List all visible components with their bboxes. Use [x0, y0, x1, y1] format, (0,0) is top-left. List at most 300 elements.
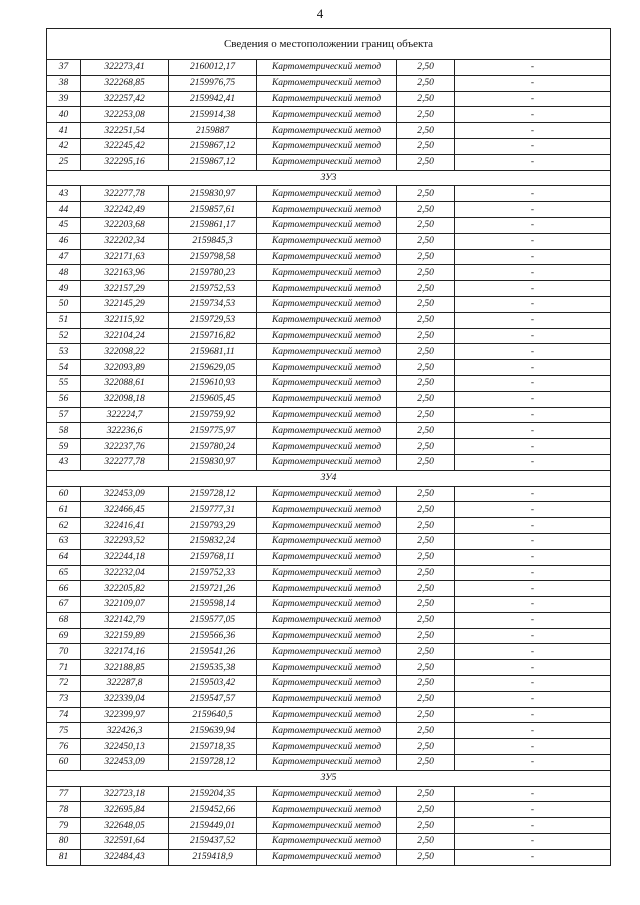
- point-number-cell: 49: [47, 281, 81, 297]
- table-row: [47, 391, 611, 407]
- description-cell: -: [455, 486, 611, 502]
- method-cell: Картометрический метод: [257, 628, 397, 644]
- point-number-cell: 42: [47, 138, 81, 154]
- description-cell: -: [455, 91, 611, 107]
- method-cell: Картометрический метод: [257, 265, 397, 281]
- table-row: [47, 739, 611, 755]
- point-number-cell: 53: [47, 344, 81, 360]
- table-row: [47, 265, 611, 281]
- accuracy-cell: 2,50: [397, 186, 455, 202]
- table-row: [47, 691, 611, 707]
- y-coordinate-cell: 2159914,38: [169, 107, 257, 123]
- table-row: [47, 454, 611, 470]
- x-coordinate-cell: 322273,41: [81, 60, 169, 76]
- method-cell: Картометрический метод: [257, 233, 397, 249]
- point-number-cell: 70: [47, 644, 81, 660]
- y-coordinate-cell: 2159768,11: [169, 549, 257, 565]
- table-row: [47, 217, 611, 233]
- y-coordinate-cell: 2159535,38: [169, 660, 257, 676]
- point-number-cell: 79: [47, 818, 81, 834]
- x-coordinate-cell: 322174,16: [81, 644, 169, 660]
- method-cell: Картометрический метод: [257, 644, 397, 660]
- y-coordinate-cell: 2160012,17: [169, 60, 257, 76]
- x-coordinate-cell: 322237,76: [81, 439, 169, 455]
- method-cell: Картометрический метод: [257, 660, 397, 676]
- x-coordinate-cell: 322268,85: [81, 75, 169, 91]
- method-cell: Картометрический метод: [257, 391, 397, 407]
- accuracy-cell: 2,50: [397, 281, 455, 297]
- y-coordinate-cell: 2159681,11: [169, 344, 257, 360]
- x-coordinate-cell: 322205,82: [81, 581, 169, 597]
- x-coordinate-cell: 322453,09: [81, 486, 169, 502]
- method-cell: Картометрический метод: [257, 802, 397, 818]
- x-coordinate-cell: 322251,54: [81, 123, 169, 139]
- table-row: [47, 802, 611, 818]
- point-number-cell: 45: [47, 217, 81, 233]
- point-number-cell: 37: [47, 60, 81, 76]
- method-cell: Картометрический метод: [257, 454, 397, 470]
- accuracy-cell: 2,50: [397, 565, 455, 581]
- section-label: ЗУ5: [47, 770, 611, 786]
- y-coordinate-cell: 2159793,29: [169, 518, 257, 534]
- description-cell: -: [455, 676, 611, 692]
- x-coordinate-cell: 322232,04: [81, 565, 169, 581]
- accuracy-cell: 2,50: [397, 91, 455, 107]
- accuracy-cell: 2,50: [397, 660, 455, 676]
- accuracy-cell: 2,50: [397, 75, 455, 91]
- x-coordinate-cell: 322163,96: [81, 265, 169, 281]
- x-coordinate-cell: 322466,45: [81, 502, 169, 518]
- point-number-cell: 57: [47, 407, 81, 423]
- description-cell: -: [455, 186, 611, 202]
- description-cell: -: [455, 518, 611, 534]
- table-row: [47, 344, 611, 360]
- table-row: [47, 312, 611, 328]
- point-number-cell: 60: [47, 755, 81, 771]
- table-row: [47, 60, 611, 76]
- point-number-cell: 46: [47, 233, 81, 249]
- method-cell: Картометрический метод: [257, 423, 397, 439]
- point-number-cell: 48: [47, 265, 81, 281]
- description-cell: -: [455, 533, 611, 549]
- coordinates-sheet: [46, 28, 610, 866]
- table-row: [47, 597, 611, 613]
- accuracy-cell: 2,50: [397, 454, 455, 470]
- table-row: [47, 107, 611, 123]
- x-coordinate-cell: 322244,18: [81, 549, 169, 565]
- description-cell: -: [455, 107, 611, 123]
- y-coordinate-cell: 2159452,66: [169, 802, 257, 818]
- accuracy-cell: 2,50: [397, 217, 455, 233]
- description-cell: -: [455, 612, 611, 628]
- description-cell: -: [455, 786, 611, 802]
- y-coordinate-cell: 2159718,35: [169, 739, 257, 755]
- page-number: 4: [316, 6, 324, 21]
- accuracy-cell: 2,50: [397, 849, 455, 865]
- table-row: [47, 360, 611, 376]
- description-cell: -: [455, 233, 611, 249]
- accuracy-cell: 2,50: [397, 202, 455, 218]
- accuracy-cell: 2,50: [397, 612, 455, 628]
- point-number-cell: 40: [47, 107, 81, 123]
- description-cell: -: [455, 549, 611, 565]
- accuracy-cell: 2,50: [397, 360, 455, 376]
- description-cell: -: [455, 375, 611, 391]
- y-coordinate-cell: 2159942,41: [169, 91, 257, 107]
- description-cell: -: [455, 296, 611, 312]
- method-cell: Картометрический метод: [257, 107, 397, 123]
- method-cell: Картометрический метод: [257, 202, 397, 218]
- table-row: [47, 849, 611, 865]
- point-number-cell: 69: [47, 628, 81, 644]
- method-cell: Картометрический метод: [257, 834, 397, 850]
- x-coordinate-cell: 322202,34: [81, 233, 169, 249]
- method-cell: Картометрический метод: [257, 375, 397, 391]
- description-cell: -: [455, 628, 611, 644]
- method-cell: Картометрический метод: [257, 407, 397, 423]
- y-coordinate-cell: 2159759,92: [169, 407, 257, 423]
- accuracy-cell: 2,50: [397, 249, 455, 265]
- description-cell: -: [455, 439, 611, 455]
- table-title-row: [47, 29, 611, 60]
- table-row: [47, 644, 611, 660]
- accuracy-cell: 2,50: [397, 549, 455, 565]
- table-row: [47, 328, 611, 344]
- boundary-coordinates-table: [46, 28, 611, 866]
- description-cell: -: [455, 565, 611, 581]
- table-row: [47, 581, 611, 597]
- table-row: [47, 660, 611, 676]
- point-number-cell: 73: [47, 691, 81, 707]
- table-row: [47, 138, 611, 154]
- x-coordinate-cell: 322157,29: [81, 281, 169, 297]
- description-cell: -: [455, 834, 611, 850]
- description-cell: -: [455, 739, 611, 755]
- method-cell: Картометрический метод: [257, 281, 397, 297]
- table-row: [47, 281, 611, 297]
- accuracy-cell: 2,50: [397, 328, 455, 344]
- x-coordinate-cell: 322399,97: [81, 707, 169, 723]
- point-number-cell: 60: [47, 486, 81, 502]
- method-cell: Картометрический метод: [257, 533, 397, 549]
- accuracy-cell: 2,50: [397, 644, 455, 660]
- description-cell: -: [455, 755, 611, 771]
- y-coordinate-cell: 2159857,61: [169, 202, 257, 218]
- table-row: [47, 533, 611, 549]
- point-number-cell: 61: [47, 502, 81, 518]
- method-cell: Картометрический метод: [257, 344, 397, 360]
- accuracy-cell: 2,50: [397, 407, 455, 423]
- accuracy-cell: 2,50: [397, 755, 455, 771]
- method-cell: Картометрический метод: [257, 723, 397, 739]
- table-row: [47, 407, 611, 423]
- accuracy-cell: 2,50: [397, 154, 455, 170]
- y-coordinate-cell: 2159729,53: [169, 312, 257, 328]
- accuracy-cell: 2,50: [397, 723, 455, 739]
- point-number-cell: 39: [47, 91, 81, 107]
- y-coordinate-cell: 2159832,24: [169, 533, 257, 549]
- y-coordinate-cell: 2159887: [169, 123, 257, 139]
- table-row: [47, 834, 611, 850]
- description-cell: -: [455, 423, 611, 439]
- accuracy-cell: 2,50: [397, 707, 455, 723]
- table-row: [47, 123, 611, 139]
- accuracy-cell: 2,50: [397, 138, 455, 154]
- point-number-cell: 52: [47, 328, 81, 344]
- table-row: [47, 565, 611, 581]
- description-cell: -: [455, 202, 611, 218]
- x-coordinate-cell: 322295,16: [81, 154, 169, 170]
- method-cell: Картометрический метод: [257, 581, 397, 597]
- y-coordinate-cell: 2159728,12: [169, 486, 257, 502]
- point-number-cell: 80: [47, 834, 81, 850]
- point-number-cell: 77: [47, 786, 81, 802]
- method-cell: Картометрический метод: [257, 849, 397, 865]
- description-cell: -: [455, 597, 611, 613]
- x-coordinate-cell: 322416,41: [81, 518, 169, 534]
- description-cell: -: [455, 360, 611, 376]
- accuracy-cell: 2,50: [397, 312, 455, 328]
- point-number-cell: 65: [47, 565, 81, 581]
- point-number-cell: 67: [47, 597, 81, 613]
- point-number-cell: 81: [47, 849, 81, 865]
- x-coordinate-cell: 322093,89: [81, 360, 169, 376]
- y-coordinate-cell: 2159547,57: [169, 691, 257, 707]
- table-row: [47, 818, 611, 834]
- y-coordinate-cell: 2159503,42: [169, 676, 257, 692]
- x-coordinate-cell: 322098,22: [81, 344, 169, 360]
- y-coordinate-cell: 2159867,12: [169, 138, 257, 154]
- point-number-cell: 50: [47, 296, 81, 312]
- x-coordinate-cell: 322257,42: [81, 91, 169, 107]
- point-number-cell: 76: [47, 739, 81, 755]
- description-cell: -: [455, 660, 611, 676]
- y-coordinate-cell: 2159775,97: [169, 423, 257, 439]
- method-cell: Картометрический метод: [257, 328, 397, 344]
- accuracy-cell: 2,50: [397, 486, 455, 502]
- description-cell: -: [455, 691, 611, 707]
- description-cell: -: [455, 644, 611, 660]
- x-coordinate-cell: 322098,18: [81, 391, 169, 407]
- method-cell: Картометрический метод: [257, 91, 397, 107]
- accuracy-cell: 2,50: [397, 423, 455, 439]
- point-number-cell: 63: [47, 533, 81, 549]
- x-coordinate-cell: 322171,63: [81, 249, 169, 265]
- method-cell: Картометрический метод: [257, 549, 397, 565]
- y-coordinate-cell: 2159728,12: [169, 755, 257, 771]
- accuracy-cell: 2,50: [397, 597, 455, 613]
- method-cell: Картометрический метод: [257, 755, 397, 771]
- table-row: [47, 154, 611, 170]
- table-row: [47, 233, 611, 249]
- y-coordinate-cell: 2159577,05: [169, 612, 257, 628]
- point-number-cell: 78: [47, 802, 81, 818]
- description-cell: -: [455, 407, 611, 423]
- y-coordinate-cell: 2159845,3: [169, 233, 257, 249]
- point-number-cell: 71: [47, 660, 81, 676]
- table-row: [47, 486, 611, 502]
- x-coordinate-cell: 322339,04: [81, 691, 169, 707]
- method-cell: Картометрический метод: [257, 502, 397, 518]
- accuracy-cell: 2,50: [397, 802, 455, 818]
- x-coordinate-cell: 322293,52: [81, 533, 169, 549]
- table-row: [47, 502, 611, 518]
- point-number-cell: 54: [47, 360, 81, 376]
- accuracy-cell: 2,50: [397, 518, 455, 534]
- x-coordinate-cell: 322115,92: [81, 312, 169, 328]
- table-row: [47, 439, 611, 455]
- x-coordinate-cell: 322648,05: [81, 818, 169, 834]
- accuracy-cell: 2,50: [397, 502, 455, 518]
- y-coordinate-cell: 2159780,24: [169, 439, 257, 455]
- y-coordinate-cell: 2159437,52: [169, 834, 257, 850]
- y-coordinate-cell: 2159734,53: [169, 296, 257, 312]
- point-number-cell: 64: [47, 549, 81, 565]
- x-coordinate-cell: 322453,09: [81, 755, 169, 771]
- table-row: [47, 549, 611, 565]
- y-coordinate-cell: 2159640,5: [169, 707, 257, 723]
- table-row: [47, 186, 611, 202]
- x-coordinate-cell: 322426,3: [81, 723, 169, 739]
- description-cell: -: [455, 328, 611, 344]
- accuracy-cell: 2,50: [397, 344, 455, 360]
- x-coordinate-cell: 322723,18: [81, 786, 169, 802]
- y-coordinate-cell: 2159639,94: [169, 723, 257, 739]
- table-row: [47, 375, 611, 391]
- method-cell: Картометрический метод: [257, 75, 397, 91]
- x-coordinate-cell: 322277,78: [81, 454, 169, 470]
- description-cell: -: [455, 849, 611, 865]
- accuracy-cell: 2,50: [397, 107, 455, 123]
- table-row: [47, 423, 611, 439]
- section-row: [47, 170, 611, 186]
- table-row: [47, 91, 611, 107]
- table-row: [47, 296, 611, 312]
- y-coordinate-cell: 2159780,23: [169, 265, 257, 281]
- y-coordinate-cell: 2159752,33: [169, 565, 257, 581]
- y-coordinate-cell: 2159721,26: [169, 581, 257, 597]
- method-cell: Картометрический метод: [257, 486, 397, 502]
- accuracy-cell: 2,50: [397, 439, 455, 455]
- point-number-cell: 59: [47, 439, 81, 455]
- section-row: [47, 470, 611, 486]
- table-row: [47, 723, 611, 739]
- table-row: [47, 786, 611, 802]
- accuracy-cell: 2,50: [397, 533, 455, 549]
- description-cell: -: [455, 154, 611, 170]
- accuracy-cell: 2,50: [397, 123, 455, 139]
- method-cell: Картометрический метод: [257, 60, 397, 76]
- point-number-cell: 51: [47, 312, 81, 328]
- description-cell: -: [455, 502, 611, 518]
- description-cell: -: [455, 75, 611, 91]
- x-coordinate-cell: 322253,08: [81, 107, 169, 123]
- x-coordinate-cell: 322142,79: [81, 612, 169, 628]
- y-coordinate-cell: 2159861,17: [169, 217, 257, 233]
- x-coordinate-cell: 322188,85: [81, 660, 169, 676]
- point-number-cell: 41: [47, 123, 81, 139]
- y-coordinate-cell: 2159798,58: [169, 249, 257, 265]
- point-number-cell: 66: [47, 581, 81, 597]
- method-cell: Картометрический метод: [257, 739, 397, 755]
- description-cell: -: [455, 723, 611, 739]
- y-coordinate-cell: 2159976,75: [169, 75, 257, 91]
- point-number-cell: 44: [47, 202, 81, 218]
- accuracy-cell: 2,50: [397, 786, 455, 802]
- point-number-cell: 62: [47, 518, 81, 534]
- x-coordinate-cell: 322104,24: [81, 328, 169, 344]
- x-coordinate-cell: 322245,42: [81, 138, 169, 154]
- point-number-cell: 56: [47, 391, 81, 407]
- accuracy-cell: 2,50: [397, 375, 455, 391]
- x-coordinate-cell: 322242,49: [81, 202, 169, 218]
- x-coordinate-cell: 322109,07: [81, 597, 169, 613]
- description-cell: -: [455, 581, 611, 597]
- y-coordinate-cell: 2159605,45: [169, 391, 257, 407]
- x-coordinate-cell: 322484,43: [81, 849, 169, 865]
- method-cell: Картометрический метод: [257, 818, 397, 834]
- table-row: [47, 755, 611, 771]
- description-cell: -: [455, 249, 611, 265]
- method-cell: Картометрический метод: [257, 439, 397, 455]
- description-cell: -: [455, 312, 611, 328]
- description-cell: -: [455, 344, 611, 360]
- accuracy-cell: 2,50: [397, 581, 455, 597]
- y-coordinate-cell: 2159867,12: [169, 154, 257, 170]
- description-cell: -: [455, 281, 611, 297]
- accuracy-cell: 2,50: [397, 265, 455, 281]
- x-coordinate-cell: 322203,68: [81, 217, 169, 233]
- y-coordinate-cell: 2159541,26: [169, 644, 257, 660]
- method-cell: Картометрический метод: [257, 217, 397, 233]
- point-number-cell: 43: [47, 454, 81, 470]
- method-cell: Картометрический метод: [257, 707, 397, 723]
- point-number-cell: 72: [47, 676, 81, 692]
- x-coordinate-cell: 322145,29: [81, 296, 169, 312]
- y-coordinate-cell: 2159204,35: [169, 786, 257, 802]
- x-coordinate-cell: 322287,8: [81, 676, 169, 692]
- description-cell: -: [455, 818, 611, 834]
- accuracy-cell: 2,50: [397, 296, 455, 312]
- accuracy-cell: 2,50: [397, 60, 455, 76]
- method-cell: Картометрический метод: [257, 676, 397, 692]
- y-coordinate-cell: 2159830,97: [169, 186, 257, 202]
- y-coordinate-cell: 2159598,14: [169, 597, 257, 613]
- x-coordinate-cell: 322088,61: [81, 375, 169, 391]
- accuracy-cell: 2,50: [397, 691, 455, 707]
- method-cell: Картометрический метод: [257, 518, 397, 534]
- method-cell: Картометрический метод: [257, 138, 397, 154]
- method-cell: Картометрический метод: [257, 360, 397, 376]
- section-label: ЗУ3: [47, 170, 611, 186]
- accuracy-cell: 2,50: [397, 739, 455, 755]
- table-row: [47, 628, 611, 644]
- method-cell: Картометрический метод: [257, 312, 397, 328]
- point-number-cell: 75: [47, 723, 81, 739]
- y-coordinate-cell: 2159610,93: [169, 375, 257, 391]
- method-cell: Картометрический метод: [257, 691, 397, 707]
- description-cell: -: [455, 138, 611, 154]
- table-row: [47, 202, 611, 218]
- point-number-cell: 25: [47, 154, 81, 170]
- method-cell: Картометрический метод: [257, 786, 397, 802]
- accuracy-cell: 2,50: [397, 676, 455, 692]
- table-body: [47, 29, 611, 866]
- description-cell: -: [455, 217, 611, 233]
- description-cell: -: [455, 454, 611, 470]
- table-row: [47, 518, 611, 534]
- table-row: [47, 676, 611, 692]
